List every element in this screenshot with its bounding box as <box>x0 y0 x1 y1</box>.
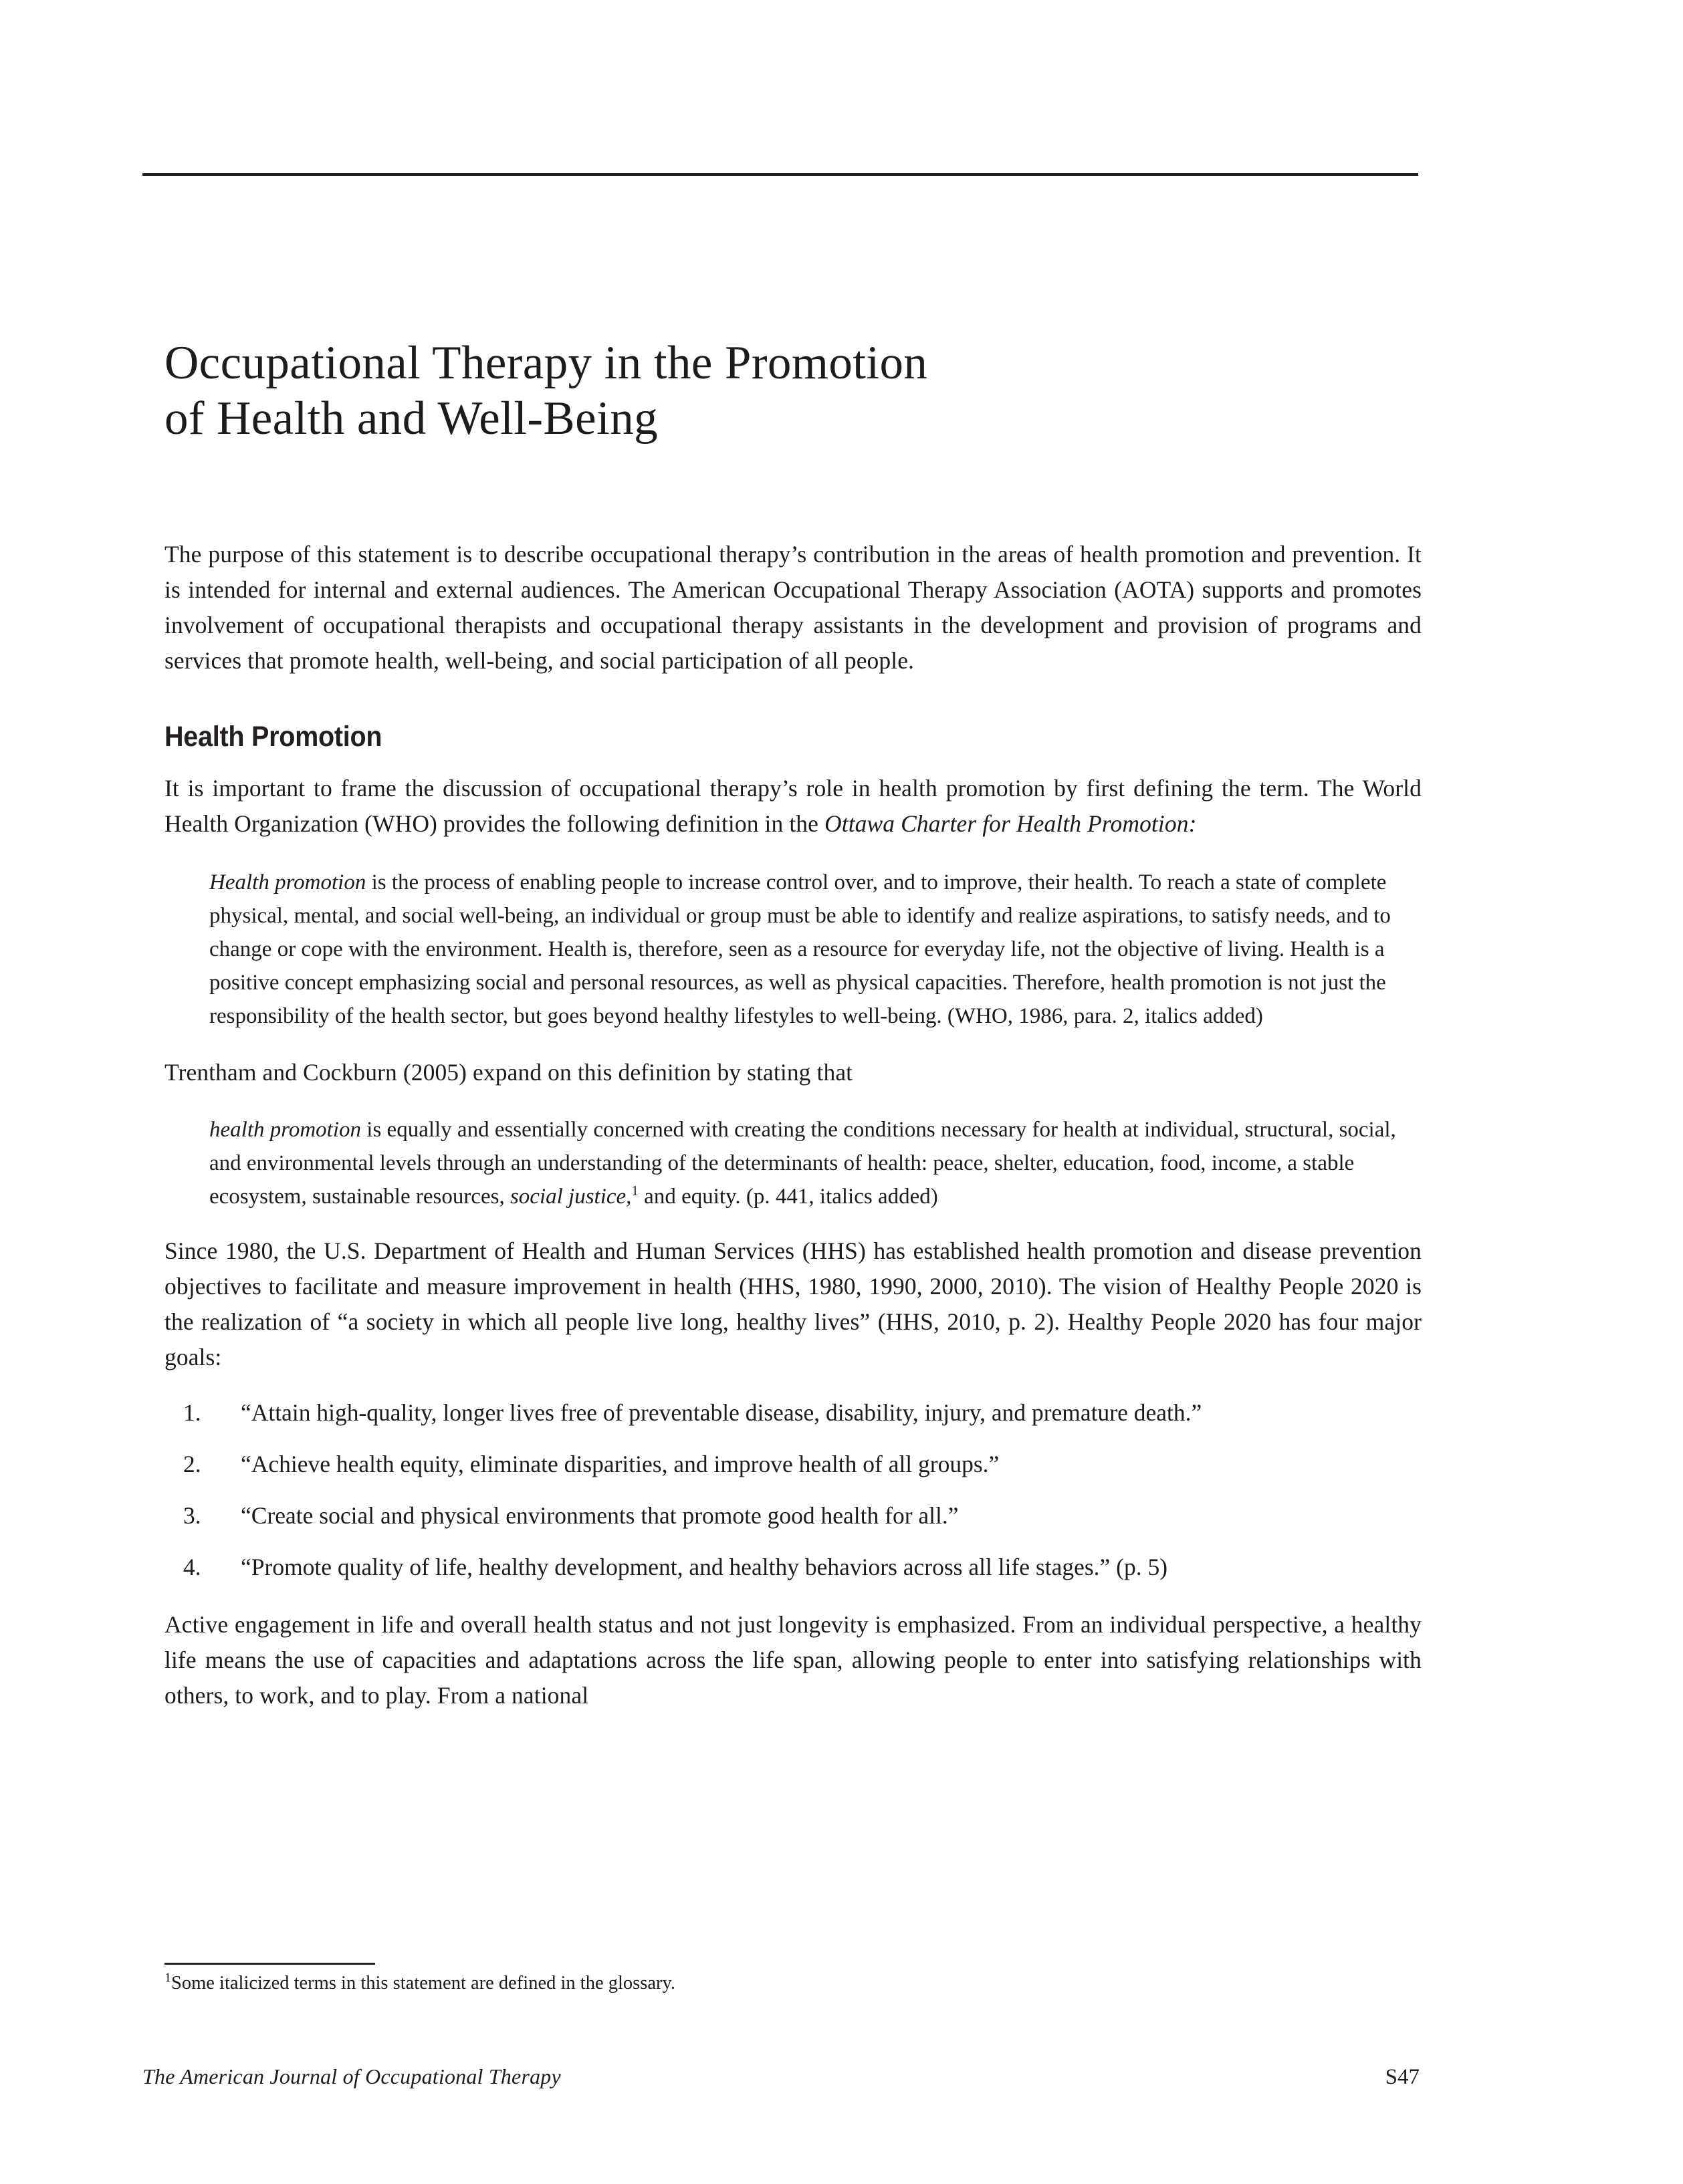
social-justice-term: social justice, <box>510 1185 632 1209</box>
list-item-number: 4. <box>183 1554 201 1581</box>
trentham-intro-paragraph: Trentham and Cockburn (2005) expand on this definition by stating that <box>164 1059 853 1086</box>
who-definition-quote <box>164 866 1406 1033</box>
list-item-text: “Create social and physical environments that promote good health for all.” <box>241 1502 959 1530</box>
list-item-text: “Attain high-quality, longer lives free of preventable disease, disability, injury, and premature death.” <box>241 1399 1202 1427</box>
section-intro-text: It is important to frame the discussion of occupational therapy’s role in health promotion by first defining the term. The World Health Organization (WHO) provides the following definition in the <box>164 775 1422 838</box>
page-title-line-1: Occupational Therapy in the Promotion <box>164 337 928 389</box>
footnote-separator-rule <box>164 1963 375 1965</box>
footer-journal-name: The American Journal of Occupational Therapy <box>142 2064 561 2088</box>
footnote-1 <box>164 1970 1422 1997</box>
page-title <box>164 334 1422 447</box>
footer-page-number: S47 <box>1385 2065 1420 2089</box>
list-item <box>164 1395 1422 1431</box>
ottawa-charter-title: Ottawa Charter for Health Promotion: <box>824 810 1197 838</box>
trentham-quote-body-1: is equally and essentially concerned with creating the conditions necessary for health at individual, structural, social, and environmental levels through an understanding of the determinants of health: peace, shelter, education, food, income, a stable ecosystem, sustainable resources, <box>209 1118 1396 1209</box>
list-item-number: 1. <box>183 1399 201 1427</box>
section-heading-health-promotion: Health Promotion <box>164 721 382 753</box>
trentham-quote-italic-lead: health promotion <box>209 1118 362 1142</box>
page-content <box>164 334 1422 1713</box>
header-rule <box>142 173 1418 176</box>
list-item-number: 3. <box>183 1502 201 1530</box>
list-item <box>164 1550 1422 1585</box>
footnote-marker: 1 <box>164 1970 171 1985</box>
who-quote-body: is the process of enabling people to increase control over, and to improve, their health. To reach a state of complete physical, mental, and social well-being, an individual or group must be able to identify and realize aspirations, to satisfy needs, and to change or cope with the environment. Health is, therefore, seen as a resource for everyday life, not the objective of living. Health is a positive concept emphasizing social and personal resources, as well as physical capacities. Therefore, health promotion is not just the responsibility of the health sector, but goes beyond healthy lifestyles to well-being. (WHO, 1986, para. 2, italics added) <box>209 870 1391 1029</box>
list-item-number: 2. <box>183 1451 201 1478</box>
closing-paragraph: Active engagement in life and overall health status and not just longevity is emphasized. From an individual perspective, a healthy life means the use of capacities and adaptations across the life span, allowing people to enter into satisfying relationships with others, to work, and to play. From a national <box>164 1611 1422 1709</box>
list-item-text: “Achieve health equity, eliminate disparities, and improve health of all groups.” <box>241 1451 1000 1478</box>
trentham-quote-body-2: and equity. (p. 441, italics added) <box>638 1185 938 1209</box>
footnote-text: Some italicized terms in this statement are defined in the glossary. <box>171 1973 675 1993</box>
trentham-definition-quote <box>164 1113 1406 1213</box>
healthy-people-goals-list <box>164 1395 1422 1585</box>
footnote-reference-1[interactable]: 1 <box>631 1183 639 1199</box>
intro-paragraph: The purpose of this statement is to describe occupational therapy’s contribution in the areas of health promotion and prevention. It is intended for internal and external audiences. The American Occupational Therapy Association (AOTA) supports and promotes involvement of occupational therapists and occupational therapy assistants in the development and provision of programs and services that promote health, well-being, and social participation of all people. <box>164 541 1422 675</box>
list-item-text: “Promote quality of life, healthy development, and healthy behaviors across all life stages.” (p. 5) <box>241 1554 1168 1581</box>
list-item <box>164 1498 1422 1534</box>
footnote-area <box>164 1963 1422 1997</box>
hhs-paragraph: Since 1980, the U.S. Department of Health and Human Services (HHS) has established health promotion and disease prevention objectives to facilitate and measure improvement in health (HHS, 1980, 1990, 2000, 2010). The vision of Healthy People 2020 is the realization of “a society in which all people live long, healthy lives” (HHS, 2010, p. 2). Healthy People 2020 has four major goals: <box>164 1237 1422 1371</box>
who-quote-italic-lead: Health promotion <box>209 870 366 895</box>
page-title-line-2: of Health and Well-Being <box>164 392 659 445</box>
page-footer <box>142 2064 1420 2090</box>
list-item <box>164 1447 1422 1482</box>
section-intro-paragraph <box>164 771 1422 842</box>
